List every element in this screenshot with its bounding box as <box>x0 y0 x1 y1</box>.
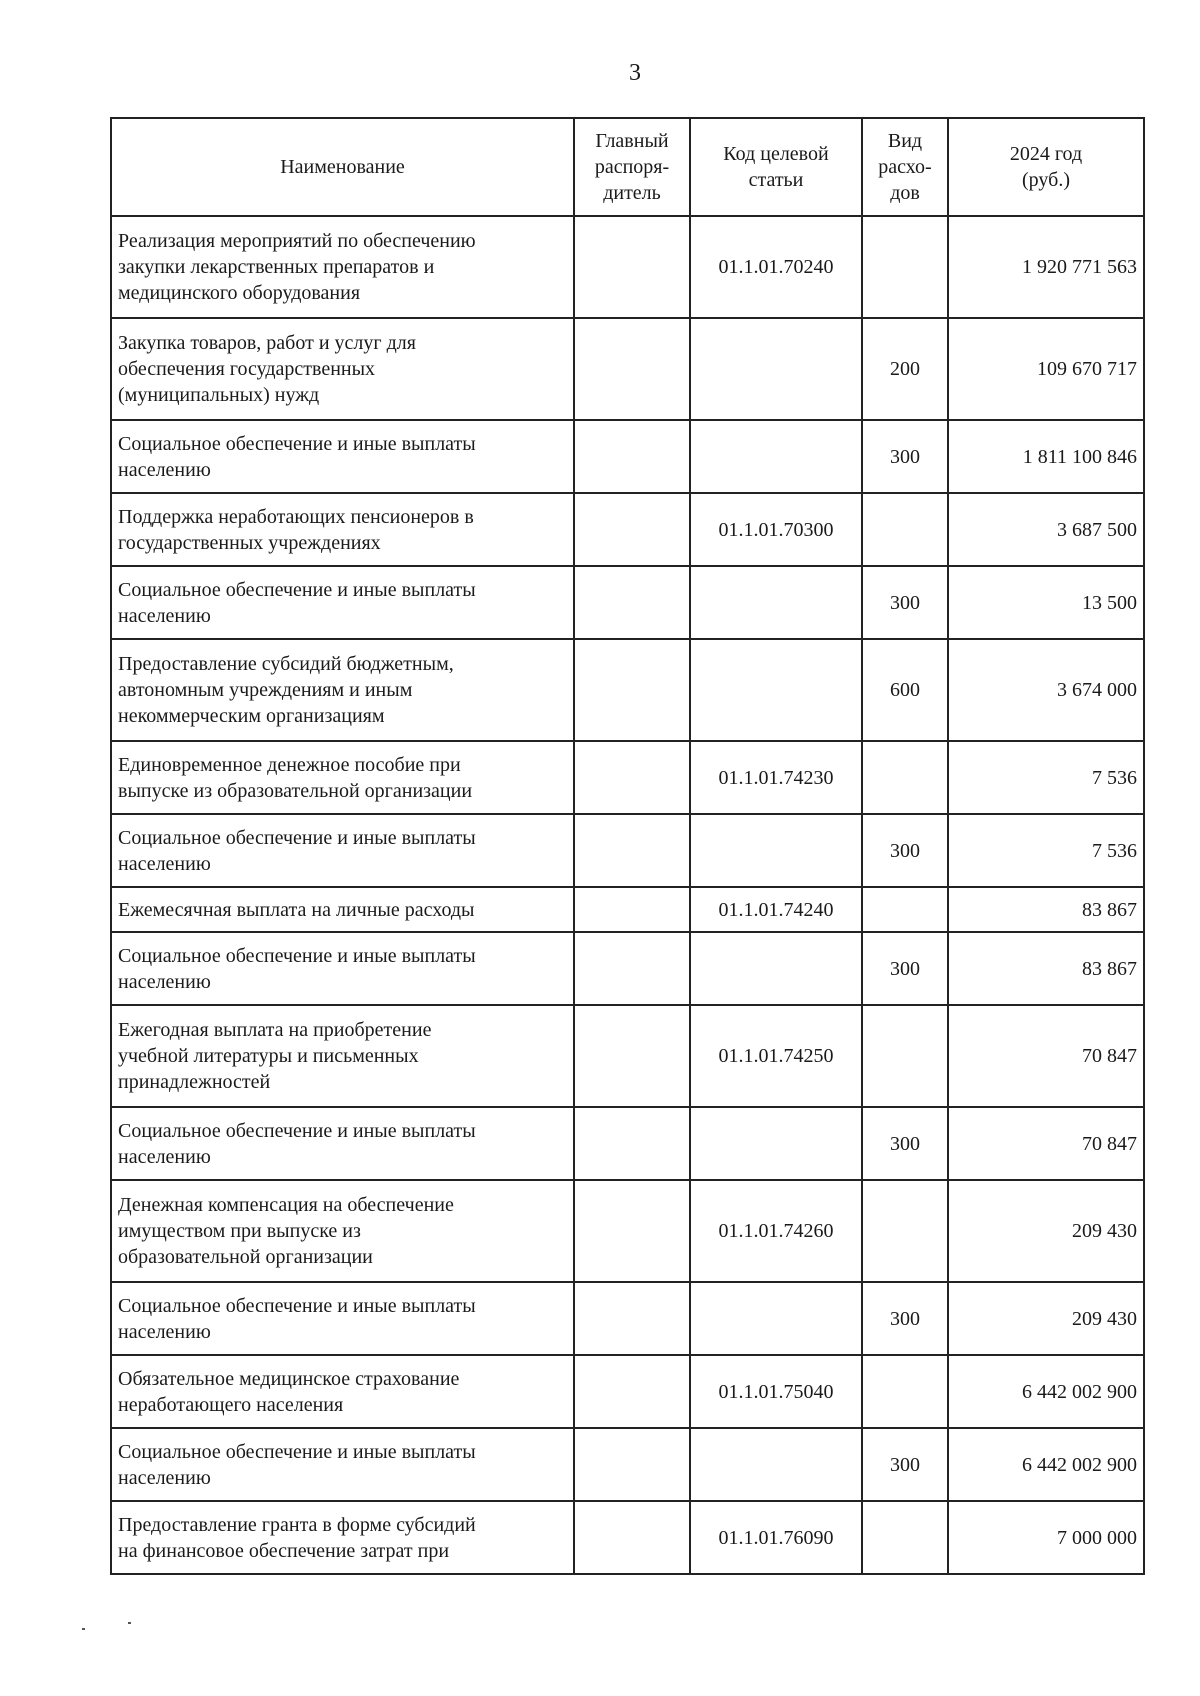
row-code <box>690 420 862 493</box>
header-amount: 2024 год (руб.) <box>948 118 1144 216</box>
row-code <box>690 932 862 1005</box>
table-row <box>111 932 1144 1005</box>
table-body <box>111 216 1144 1574</box>
row-code: 01.1.01.74240 <box>690 887 862 932</box>
row-code <box>690 566 862 639</box>
row-kind: 300 <box>862 1282 948 1355</box>
table-row <box>111 216 1144 318</box>
row-kind: 300 <box>862 420 948 493</box>
row-code: 01.1.01.74250 <box>690 1005 862 1107</box>
row-admin <box>574 1428 690 1501</box>
row-name: Социальное обеспечение и иные выплаты населению <box>111 1282 574 1355</box>
scan-speck <box>128 1622 131 1624</box>
header-name: Наименование <box>111 118 574 216</box>
table-row <box>111 1180 1144 1282</box>
table-row <box>111 1282 1144 1355</box>
row-amount: 3 687 500 <box>948 493 1144 566</box>
row-name: Социальное обеспечение и иные выплаты населению <box>111 932 574 1005</box>
row-admin <box>574 741 690 814</box>
row-amount: 83 867 <box>948 932 1144 1005</box>
row-admin <box>574 1282 690 1355</box>
row-admin <box>574 493 690 566</box>
row-kind <box>862 1180 948 1282</box>
row-kind <box>862 741 948 814</box>
row-amount: 6 442 002 900 <box>948 1355 1144 1428</box>
row-code: 01.1.01.74230 <box>690 741 862 814</box>
row-code <box>690 318 862 420</box>
row-code: 01.1.01.75040 <box>690 1355 862 1428</box>
table-row <box>111 1005 1144 1107</box>
row-code <box>690 1428 862 1501</box>
row-admin <box>574 420 690 493</box>
row-amount: 70 847 <box>948 1107 1144 1180</box>
row-amount: 109 670 717 <box>948 318 1144 420</box>
row-name: Денежная компенсация на обеспечение имуществом при выпуске из образовательной организации <box>111 1180 574 1282</box>
row-name: Предоставление гранта в форме субсидий на финансовое обеспечение затрат при <box>111 1501 574 1574</box>
row-name: Единовременное денежное пособие при выпуске из образовательной организации <box>111 741 574 814</box>
row-admin <box>574 318 690 420</box>
row-kind: 200 <box>862 318 948 420</box>
row-name: Социальное обеспечение и иные выплаты населению <box>111 420 574 493</box>
row-amount: 13 500 <box>948 566 1144 639</box>
row-kind <box>862 1355 948 1428</box>
table-row <box>111 1355 1144 1428</box>
row-admin <box>574 1501 690 1574</box>
row-admin <box>574 1005 690 1107</box>
table-row <box>111 814 1144 887</box>
row-code: 01.1.01.74260 <box>690 1180 862 1282</box>
row-amount: 209 430 <box>948 1180 1144 1282</box>
row-kind <box>862 493 948 566</box>
row-name: Ежегодная выплата на приобретение учебной литературы и письменных принадлежностей <box>111 1005 574 1107</box>
row-amount: 83 867 <box>948 887 1144 932</box>
row-kind <box>862 216 948 318</box>
row-admin <box>574 639 690 741</box>
row-amount: 7 000 000 <box>948 1501 1144 1574</box>
row-kind <box>862 1005 948 1107</box>
row-amount: 7 536 <box>948 814 1144 887</box>
row-name: Социальное обеспечение и иные выплаты населению <box>111 1107 574 1180</box>
table-row <box>111 741 1144 814</box>
row-code: 01.1.01.70300 <box>690 493 862 566</box>
budget-table <box>110 117 1145 1575</box>
row-admin <box>574 932 690 1005</box>
row-admin <box>574 814 690 887</box>
row-kind: 300 <box>862 814 948 887</box>
row-name: Социальное обеспечение и иные выплаты населению <box>111 566 574 639</box>
table-row <box>111 420 1144 493</box>
table-row <box>111 566 1144 639</box>
row-code <box>690 639 862 741</box>
row-code: 01.1.01.76090 <box>690 1501 862 1574</box>
row-name: Ежемесячная выплата на личные расходы <box>111 887 574 932</box>
table-row <box>111 639 1144 741</box>
row-code <box>690 814 862 887</box>
row-amount: 1 811 100 846 <box>948 420 1144 493</box>
row-amount: 70 847 <box>948 1005 1144 1107</box>
row-name: Обязательное медицинское страхование неработающего населения <box>111 1355 574 1428</box>
header-code: Код целевой статьи <box>690 118 862 216</box>
row-name: Закупка товаров, работ и услуг для обеспечения государственных (муниципальных) нужд <box>111 318 574 420</box>
row-amount: 6 442 002 900 <box>948 1428 1144 1501</box>
row-name: Социальное обеспечение и иные выплаты населению <box>111 814 574 887</box>
row-admin <box>574 566 690 639</box>
row-admin <box>574 1180 690 1282</box>
table-row <box>111 318 1144 420</box>
row-amount: 7 536 <box>948 741 1144 814</box>
row-amount: 1 920 771 563 <box>948 216 1144 318</box>
header-admin: Главный распоря- дитель <box>574 118 690 216</box>
row-code <box>690 1107 862 1180</box>
row-kind: 300 <box>862 932 948 1005</box>
table-header-row <box>111 118 1144 216</box>
row-amount: 3 674 000 <box>948 639 1144 741</box>
row-name: Поддержка неработающих пенсионеров в государственных учреждениях <box>111 493 574 566</box>
row-kind: 600 <box>862 639 948 741</box>
row-admin <box>574 1355 690 1428</box>
table-row <box>111 1428 1144 1501</box>
row-kind: 300 <box>862 1107 948 1180</box>
row-name: Предоставление субсидий бюджетным, автономным учреждениям и иным некоммерческим организациям <box>111 639 574 741</box>
table-row <box>111 887 1144 932</box>
row-code <box>690 1282 862 1355</box>
row-kind <box>862 1501 948 1574</box>
row-admin <box>574 887 690 932</box>
table-row <box>111 493 1144 566</box>
row-admin <box>574 216 690 318</box>
row-admin <box>574 1107 690 1180</box>
row-code: 01.1.01.70240 <box>690 216 862 318</box>
row-kind: 300 <box>862 1428 948 1501</box>
row-amount: 209 430 <box>948 1282 1144 1355</box>
page-number: 3 <box>629 60 641 86</box>
table-row <box>111 1501 1144 1574</box>
row-name: Социальное обеспечение и иные выплаты населению <box>111 1428 574 1501</box>
row-kind: 300 <box>862 566 948 639</box>
table-row <box>111 1107 1144 1180</box>
row-kind <box>862 887 948 932</box>
row-name: Реализация мероприятий по обеспечению закупки лекарственных препаратов и медицинского оборудования <box>111 216 574 318</box>
header-kind: Вид расхо- дов <box>862 118 948 216</box>
scan-speck <box>82 1628 85 1630</box>
